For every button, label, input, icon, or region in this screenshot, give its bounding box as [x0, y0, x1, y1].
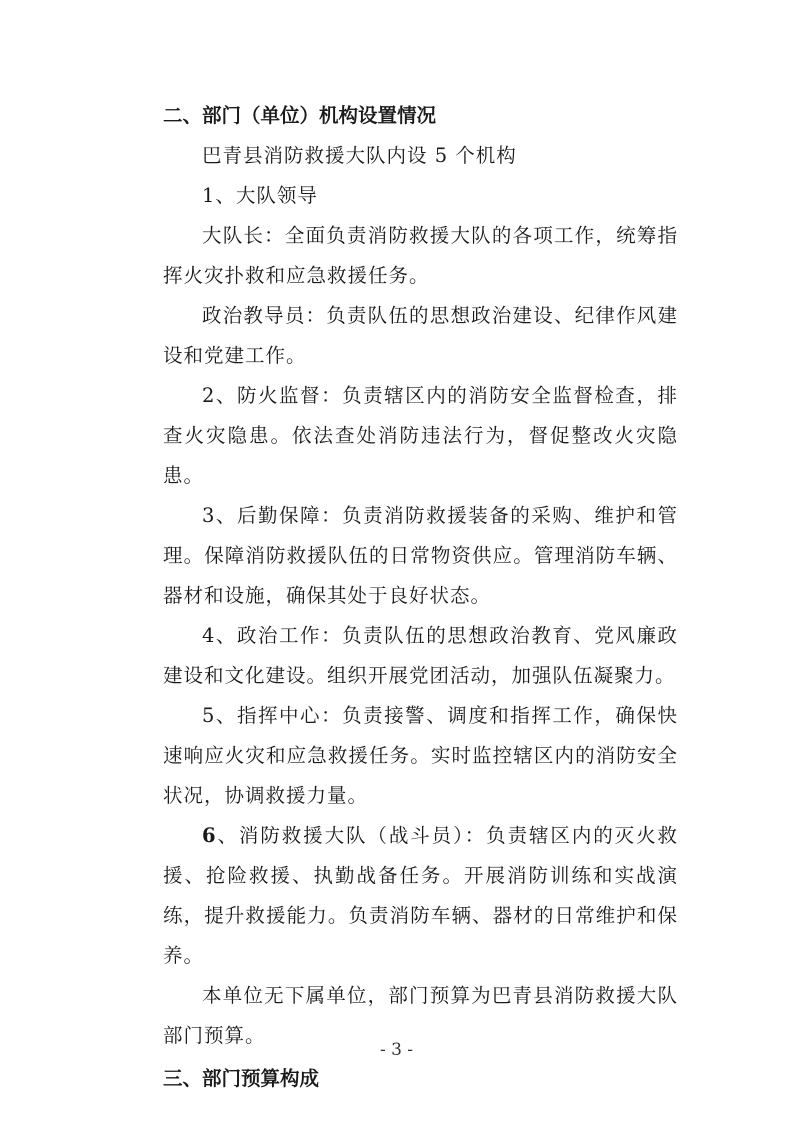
paragraph-intro: 巴青县消防救援大队内设 5 个机构 [202, 144, 517, 167]
paragraph-instructor: 政治教导员：负责队伍的思想政治建设、纪律作风建设和党建工作。 [163, 304, 678, 367]
paragraph-brigade [163, 816, 678, 976]
section-heading-organization: 二、部门（单位）机构设置情况 [163, 104, 437, 127]
section-heading-budget: 三、部门预算构成 [163, 1067, 320, 1090]
item-text: 、消防救援大队（战斗员）：负责辖区内的灭火救援、抢险救援、执勤战备任务。开展消防训练和实战演练，提升救援能力。负责消防车辆、器材的日常维护和保养。 [163, 824, 678, 967]
paragraph-logistics: 3、后勤保障：负责消防救援装备的采购、维护和管理。保障消防救援队伍的日常物资供应。管理消防车辆、器材和设施，确保其处于良好状态。 [163, 504, 678, 607]
paragraph-captain: 大队长：全面负责消防救援大队的各项工作，统筹指挥火灾扑救和应急救援任务。 [163, 224, 678, 287]
paragraph-fire-supervision: 2、防火监督：负责辖区内的消防安全监督检查，排查火灾隐患。依法查处消防违法行为，督促整改火灾隐患。 [163, 384, 678, 487]
item-number: 6 [202, 824, 217, 847]
paragraph-political-work: 4、政治工作：负责队伍的思想政治教育、党风廉政建设和文化建设。组织开展党团活动，加强队伍凝聚力。 [163, 624, 678, 687]
page-content [163, 96, 678, 1099]
page-number: - 3 - [379, 1040, 414, 1060]
paragraph-command-center: 5、指挥中心：负责接警、调度和指挥工作，确保快速响应火灾和应急救援任务。实时监控辖区内的消防安全状况，协调救援力量。 [163, 704, 678, 807]
paragraph-closing: 本单位无下属单位，部门预算为巴青县消防救援大队部门预算。 [163, 984, 678, 1047]
paragraph-leadership: 1、大队领导 [202, 184, 318, 207]
